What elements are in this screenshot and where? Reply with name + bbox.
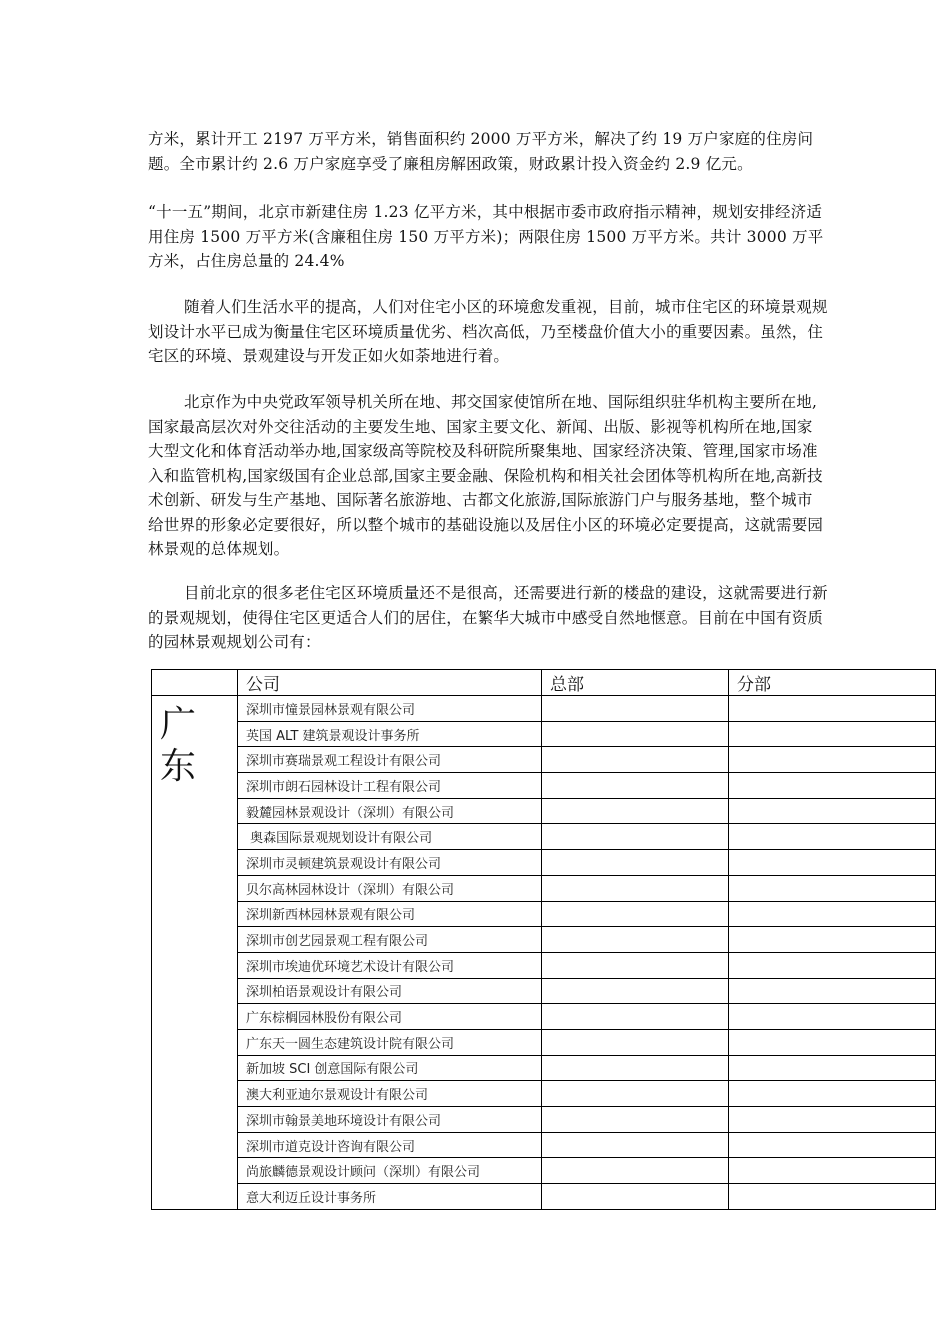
hq-cell xyxy=(542,978,729,1004)
company-name-cell: 英国 ALT 建筑景观设计事务所 xyxy=(238,721,542,747)
company-name-cell: 深圳柏语景观设计有限公司 xyxy=(238,978,542,1004)
hq-cell xyxy=(542,1055,729,1081)
company-name-cell: 深圳市埃迪优环境艺术设计有限公司 xyxy=(238,952,542,978)
company-name-cell: 深圳市翰景美地环境设计有限公司 xyxy=(238,1107,542,1133)
company-name-cell: 深圳市灵顿建筑景观设计有限公司 xyxy=(238,850,542,876)
hq-cell xyxy=(542,696,729,722)
hq-cell xyxy=(542,927,729,953)
table-row xyxy=(152,927,936,953)
table-row xyxy=(152,824,936,850)
branch-cell xyxy=(729,1055,936,1081)
table-row xyxy=(152,721,936,747)
header-company: 公司 xyxy=(238,670,542,696)
table-row xyxy=(152,1081,936,1107)
hq-cell xyxy=(542,747,729,773)
paragraph-beijing: 北京作为中央党政军领导机关所在地、邦交国家使馆所在地、国际组织驻华机构主要所在地,国家最高层次对外交往活动的主要发生地、国家主要文化、新闻、出版、影视等机构所在地,国家大型文化和体育活动举办地,国家级高等院校及科研院所聚集地、国家经济决策、管理,国家市场准入和监管机构,国家级国有企业总部,国家主要金融、保险机构和相关社会团体等机构所在地,高新技术创新、研发与生产基地、国际著名旅游地、古都文化旅游,国际旅游门户与服务基地，整个城市给世界的形象必定要很好，所以整个城市的基础设施以及居住小区的环境必定要提高，这就需要园林景观的总体规划。 xyxy=(148,393,824,558)
branch-cell xyxy=(729,1081,936,1107)
company-name-cell: 广东棕榈园林股份有限公司 xyxy=(238,1004,542,1030)
branch-cell xyxy=(729,696,936,722)
company-name-cell: 深圳市憧景园林景观有限公司 xyxy=(238,696,542,722)
table-row xyxy=(152,798,936,824)
hq-cell xyxy=(542,773,729,799)
hq-cell xyxy=(542,1158,729,1184)
table-row xyxy=(152,1029,936,1055)
header-hq: 总部 xyxy=(542,670,729,696)
paragraph-environment: 随着人们生活水平的提高，人们对住宅小区的环境愈发重视，目前，城市住宅区的环境景观规划设计水平已成为衡量住宅区环境质量优劣、档次高低，乃至楼盘价值大小的重要因素。虽然，住宅区的环境、景观建设与开发正如火如荼地进行着。 xyxy=(148,298,828,365)
hq-cell xyxy=(542,1107,729,1133)
branch-cell xyxy=(729,798,936,824)
company-name-cell: 奥森国际景观规划设计有限公司 xyxy=(238,824,542,850)
company-name-cell: 尚旅麟德景观设计顾问（深圳）有限公司 xyxy=(238,1158,542,1184)
table-row xyxy=(152,1158,936,1184)
branch-cell xyxy=(729,927,936,953)
company-name-cell: 深圳市赛瑞景观工程设计有限公司 xyxy=(238,747,542,773)
table-row xyxy=(152,696,936,722)
table-row xyxy=(152,952,936,978)
table-row xyxy=(152,1107,936,1133)
table-row xyxy=(152,1132,936,1158)
branch-cell xyxy=(729,978,936,1004)
table-row xyxy=(152,875,936,901)
branch-cell xyxy=(729,1029,936,1055)
company-name-cell: 新加坡 SCI 创意国际有限公司 xyxy=(238,1055,542,1081)
hq-cell xyxy=(542,1184,729,1210)
branch-cell xyxy=(729,824,936,850)
hq-cell xyxy=(542,1081,729,1107)
company-name-cell: 深圳市朗石园林设计工程有限公司 xyxy=(238,773,542,799)
hq-cell xyxy=(542,952,729,978)
branch-cell xyxy=(729,721,936,747)
hq-cell xyxy=(542,901,729,927)
hq-cell xyxy=(542,721,729,747)
branch-cell xyxy=(729,747,936,773)
hq-cell xyxy=(542,850,729,876)
branch-cell xyxy=(729,1004,936,1030)
company-name-cell: 深圳新西林园林景观有限公司 xyxy=(238,901,542,927)
table-row xyxy=(152,901,936,927)
table-row xyxy=(152,1184,936,1210)
paragraph-eleventh-five-year: “十一五”期间，北京市新建住房 1.23 亿平方米，其中根据市委市政府指示精神，规划安排经济适用住房 1500 万平方米(含廉租住房 150 万平方米)；两限住房 1500 万平方米。共计 3000 万平方米，占住房总量的 24.4% xyxy=(148,203,824,270)
company-name-cell: 意大利迈丘设计事务所 xyxy=(238,1184,542,1210)
branch-cell xyxy=(729,1132,936,1158)
table-row xyxy=(152,747,936,773)
branch-cell xyxy=(729,850,936,876)
branch-cell xyxy=(729,952,936,978)
hq-cell xyxy=(542,875,729,901)
branch-cell xyxy=(729,875,936,901)
paragraph-current-state: 目前北京的很多老住宅区环境质量还不是很高，还需要进行新的楼盘的建设，这就需要进行新的景观规划，使得住宅区更适合人们的居住，在繁华大城市中感受自然地惬意。目前在中国有资质的园林景观规划公司有： xyxy=(148,584,828,651)
paragraph-housing-stats: 方米，累计开工 2197 万平方米，销售面积约 2000 万平方米，解决了约 19 万户家庭的住房问题。全市累计约 2.6 万户家庭享受了廉租房解困政策，财政累计投入资金约 2.9 亿元。 xyxy=(148,130,814,173)
table-row xyxy=(152,850,936,876)
region-cell xyxy=(152,696,238,1210)
hq-cell xyxy=(542,824,729,850)
table-row xyxy=(152,1004,936,1030)
company-name-cell: 深圳市创艺园景观工程有限公司 xyxy=(238,927,542,953)
hq-cell xyxy=(542,1029,729,1055)
header-branch: 分部 xyxy=(729,670,936,696)
company-table-body xyxy=(152,696,936,1210)
branch-cell xyxy=(729,1107,936,1133)
company-table xyxy=(151,669,936,1210)
branch-cell xyxy=(729,901,936,927)
branch-cell xyxy=(729,1184,936,1210)
header-region xyxy=(152,670,238,696)
branch-cell xyxy=(729,1158,936,1184)
company-name-cell: 深圳市道克设计咨询有限公司 xyxy=(238,1132,542,1158)
company-name-cell: 毅麓园林景观设计（深圳）有限公司 xyxy=(238,798,542,824)
table-header-row xyxy=(152,670,936,696)
table-row xyxy=(152,1055,936,1081)
hq-cell xyxy=(542,1004,729,1030)
branch-cell xyxy=(729,773,936,799)
company-name-cell: 澳大利亚迪尔景观设计有限公司 xyxy=(238,1081,542,1107)
company-name-cell: 贝尔高林园林设计（深圳）有限公司 xyxy=(238,875,542,901)
hq-cell xyxy=(542,798,729,824)
region-label: 广东 xyxy=(160,704,197,787)
table-row xyxy=(152,773,936,799)
company-name-cell: 广东天一圆生态建筑设计院有限公司 xyxy=(238,1029,542,1055)
hq-cell xyxy=(542,1132,729,1158)
table-row xyxy=(152,978,936,1004)
